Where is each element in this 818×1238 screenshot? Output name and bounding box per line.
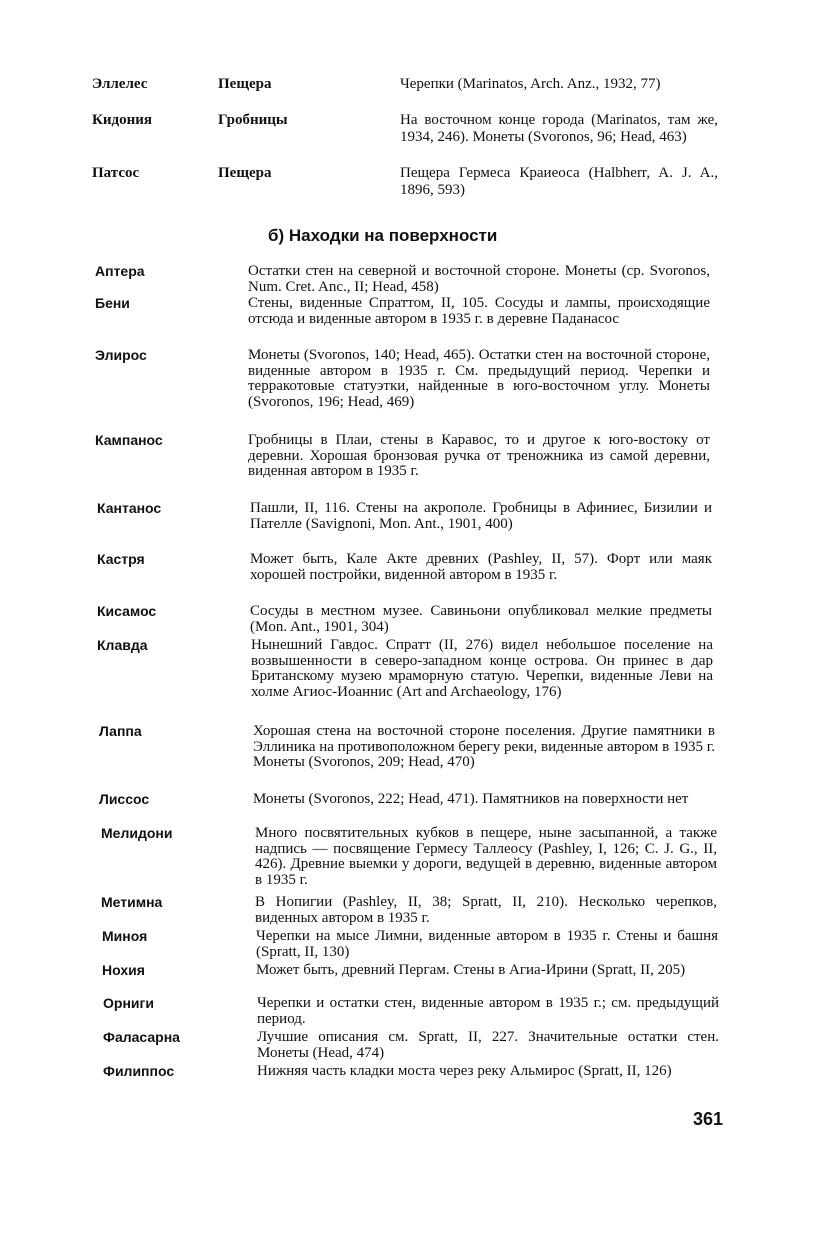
site-name: Патсос [92, 165, 140, 181]
page-number: 361 [693, 1109, 724, 1129]
site-name: Эллелес [92, 76, 148, 92]
site-description: Черепки и остатки стен, виденные автором в 1935 г.; см. предыдущий период. [257, 995, 719, 1027]
site-name: Орниги [103, 995, 154, 1011]
site-description: Черепки на мысе Лимни, виденные автором в 1935 г. Стены и башня (Spratt, II, 130) [256, 928, 718, 960]
site-description: Сосуды в местном музее. Савиньони опубликовал мелкие предметы (Mon. Ant., 1901, 304) [250, 603, 712, 635]
site-name: Кастря [97, 551, 145, 567]
site-name: Бени [95, 295, 130, 311]
site-name: Фаласарна [103, 1029, 180, 1045]
site-description: Монеты (Svoronos, 140; Head, 465). Остатки стен на восточной стороне, виденные автором в 1935 г. См. предыдущий период. Черепки и терракотовые статуэтки, найденные в юго-восточном углу. Монеты (Svoronos, 196; Head, 469) [248, 347, 710, 410]
site-name: Миноя [102, 928, 148, 944]
site-description: Нынешний Гавдос. Спратт (II, 276) видел небольшое поселение на возвышенности в северо-западном конце острова. Он принес в дар Британскому музею мраморную статую. Черепки, виденные Леви на холме Агиос-Иоаннис (Art and Archaeology, 176) [251, 637, 713, 700]
site-description: Хорошая стена на восточной стороне поселения. Другие памятники в Эллиника на противоположном берегу реки, виденные автором в 1935 г. Монеты (Svoronos, 209; Head, 470) [253, 723, 715, 771]
site-description: Гробницы в Плаи, стены в Каравос, то и другое к юго-востоку от деревни. Хорошая бронзовая ручка от треножника из самой деревни, виденная автором в 1935 г. [248, 432, 710, 480]
site-name: Метимна [101, 894, 163, 910]
site-name: Кисамос [97, 603, 157, 619]
site-name: Мелидони [101, 825, 173, 841]
site-name: Нохия [102, 962, 145, 978]
site-description: Может быть, Кале Акте древних (Pashley, II, 57). Форт или маяк хорошей постройки, виденной автором в 1935 г. [250, 551, 712, 583]
site-description: Монеты (Svoronos, 222; Head, 471). Памятников на поверхности нет [253, 791, 689, 807]
find-description: На восточном конце города (Marinatos, там же, 1934, 246). Монеты (Svoronos, 96; Head, 463) [400, 112, 718, 145]
site-name: Клавда [97, 637, 148, 653]
find-type: Пещера [218, 76, 272, 92]
site-description: В Нопигии (Pashley, II, 38; Spratt, II, 210). Несколько черепков, виденных автором в 1935 г. [255, 894, 717, 926]
site-name: Филиппос [103, 1063, 175, 1079]
site-name: Кантанос [97, 500, 162, 516]
site-name: Кидония [92, 112, 153, 128]
find-description: Пещера Гермеса Краиеоса (Halbherr, A. J. A., 1896, 593) [400, 165, 718, 198]
site-description: Может быть, древний Пергам. Стены в Агиа-Ирини (Spratt, II, 205) [256, 962, 686, 978]
site-description: Лучшие описания см. Spratt, II, 227. Значительные остатки стен. Монеты (Head, 474) [257, 1029, 719, 1061]
site-name: Аптера [95, 263, 145, 279]
find-type: Пещера [218, 165, 272, 181]
site-description: Много посвятительных кубков в пещере, ныне засыпанной, а также надпись — посвящение Гермесу Таллеосу (Pashley, I, 126; C. J. G., II, 426). Древние выемки у дороги, ведущей в деревню, виденные автором в 1935 г. [255, 825, 717, 888]
find-description: Черепки (Marinatos, Arch. Anz., 1932, 77) [400, 76, 661, 92]
site-description: Пашли, II, 116. Стены на акрополе. Гробницы в Афиниес, Бизилии и Пателле (Savignoni, Mon. Ant., 1901, 400) [250, 500, 712, 532]
find-type: Гробницы [218, 112, 288, 128]
section-title: б) Находки на поверхности [268, 226, 498, 245]
site-description: Остатки стен на северной и восточной стороне. Монеты (ср. Svoronos, Num. Cret. Anc., II; Head, 458) [248, 263, 710, 295]
site-description: Стены, виденные Спраттом, II, 105. Сосуды и лампы, происходящие отсюда и виденные автором в 1935 г. в деревне Паданасос [248, 295, 710, 327]
site-description: Нижняя часть кладки моста через реку Альмирос (Spratt, II, 126) [257, 1063, 672, 1079]
site-name: Элирос [95, 347, 147, 363]
site-name: Лаппа [99, 723, 142, 739]
site-name: Лиссос [99, 791, 150, 807]
site-name: Кампанос [95, 432, 163, 448]
